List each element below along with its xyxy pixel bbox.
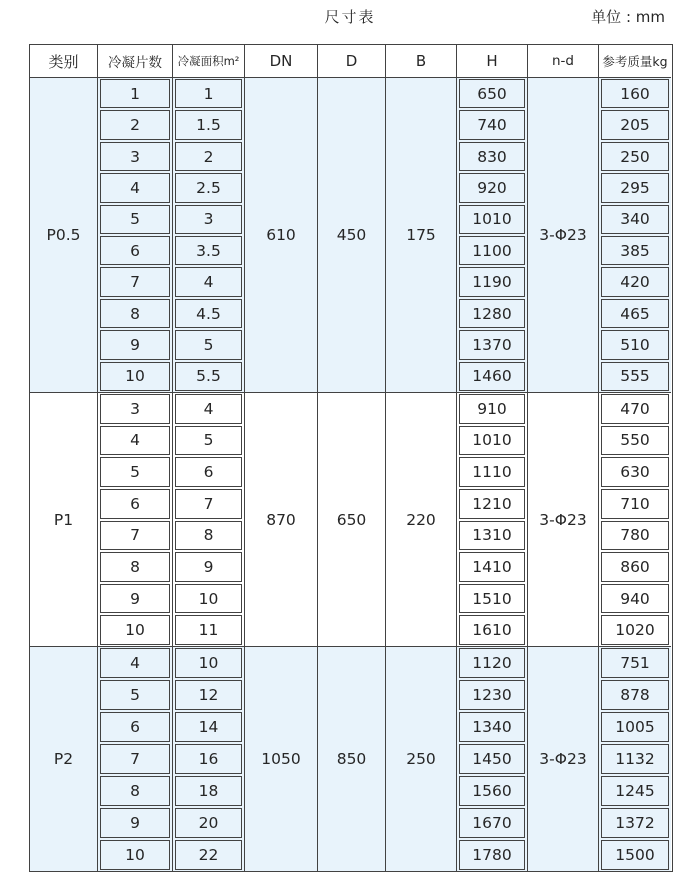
pieces-cell: 9 <box>100 808 170 838</box>
dn-group-P2: 1050 <box>245 647 317 871</box>
pieces-cell: 5 <box>100 680 170 710</box>
area-cell: 5 <box>175 330 242 359</box>
area-cell: 18 <box>175 776 242 806</box>
mass-cell: 550 <box>601 426 669 456</box>
area-cell: 3 <box>175 205 242 234</box>
b-group-P1: 220 <box>386 393 456 647</box>
category-group-P1: P1 <box>30 393 97 647</box>
area-cell: 1.5 <box>175 110 242 139</box>
pieces-cell: 3 <box>100 394 170 424</box>
pieces-cell: 6 <box>100 236 170 265</box>
h-cell: 920 <box>459 173 525 202</box>
h-cell: 1280 <box>459 299 525 328</box>
h-cell: 1210 <box>459 489 525 519</box>
mass-cell: 860 <box>601 552 669 582</box>
mass-cell: 1245 <box>601 776 669 806</box>
column-area <box>173 45 245 871</box>
area-cell: 5.5 <box>175 362 242 391</box>
pieces-cell: 10 <box>100 362 170 391</box>
pieces-group-P1 <box>98 393 172 647</box>
area-group-P2 <box>173 647 244 871</box>
mass-cell: 1020 <box>601 615 669 645</box>
pieces-cell: 9 <box>100 584 170 614</box>
header-h: H <box>457 45 527 78</box>
b-group-P0.5: 175 <box>386 78 456 393</box>
h-cell: 910 <box>459 394 525 424</box>
area-cell: 1 <box>175 79 242 108</box>
pieces-cell: 6 <box>100 712 170 742</box>
d-group-P1: 650 <box>318 393 385 647</box>
pieces-cell: 9 <box>100 330 170 359</box>
h-cell: 1190 <box>459 267 525 296</box>
area-cell: 3.5 <box>175 236 242 265</box>
h-group-P1 <box>457 393 527 647</box>
mass-cell: 1132 <box>601 744 669 774</box>
area-cell: 10 <box>175 584 242 614</box>
area-cell: 5 <box>175 426 242 456</box>
pieces-cell: 5 <box>100 457 170 487</box>
mass-group-P1 <box>599 393 671 647</box>
mass-cell: 385 <box>601 236 669 265</box>
area-cell: 22 <box>175 840 242 870</box>
d-group-P0.5: 450 <box>318 78 385 393</box>
header-area: 冷凝面积m² <box>173 45 244 78</box>
pieces-cell: 2 <box>100 110 170 139</box>
column-dn <box>245 45 318 871</box>
header-d: D <box>318 45 385 78</box>
h-cell: 1110 <box>459 457 525 487</box>
pieces-cell: 4 <box>100 426 170 456</box>
d-group-P2: 850 <box>318 647 385 871</box>
h-cell: 1120 <box>459 648 525 678</box>
column-mass <box>599 45 671 871</box>
pieces-cell: 5 <box>100 205 170 234</box>
header-pieces: 冷凝片数 <box>98 45 172 78</box>
column-category <box>30 45 98 871</box>
header-b: B <box>386 45 456 78</box>
pieces-cell: 7 <box>100 521 170 551</box>
pieces-group-P0.5 <box>98 78 172 393</box>
pieces-cell: 10 <box>100 840 170 870</box>
area-cell: 2.5 <box>175 173 242 202</box>
area-cell: 4.5 <box>175 299 242 328</box>
header-nd: n-d <box>528 45 598 78</box>
nd-group-P2: 3-Φ23 <box>528 647 598 871</box>
h-cell: 1780 <box>459 840 525 870</box>
area-cell: 7 <box>175 489 242 519</box>
area-cell: 11 <box>175 615 242 645</box>
mass-cell: 205 <box>601 110 669 139</box>
mass-cell: 710 <box>601 489 669 519</box>
header-mass: 参考质量kg <box>599 45 671 78</box>
category-group-P2: P2 <box>30 647 97 871</box>
pieces-cell: 7 <box>100 744 170 774</box>
h-cell: 1510 <box>459 584 525 614</box>
area-group-P0.5 <box>173 78 244 393</box>
h-cell: 1670 <box>459 808 525 838</box>
h-cell: 1340 <box>459 712 525 742</box>
pieces-cell: 4 <box>100 648 170 678</box>
dimension-table <box>29 44 673 872</box>
area-cell: 16 <box>175 744 242 774</box>
pieces-cell: 8 <box>100 299 170 328</box>
mass-cell: 630 <box>601 457 669 487</box>
mass-cell: 510 <box>601 330 669 359</box>
column-h <box>457 45 528 871</box>
area-cell: 20 <box>175 808 242 838</box>
pieces-cell: 1 <box>100 79 170 108</box>
area-cell: 12 <box>175 680 242 710</box>
mass-cell: 160 <box>601 79 669 108</box>
h-cell: 1310 <box>459 521 525 551</box>
header-category: 类别 <box>30 45 97 78</box>
mass-cell: 878 <box>601 680 669 710</box>
h-cell: 740 <box>459 110 525 139</box>
area-cell: 8 <box>175 521 242 551</box>
page-title: 尺寸表 <box>324 8 376 26</box>
mass-cell: 420 <box>601 267 669 296</box>
mass-group-P2 <box>599 647 671 871</box>
column-d <box>318 45 386 871</box>
mass-cell: 555 <box>601 362 669 391</box>
area-cell: 10 <box>175 648 242 678</box>
h-cell: 1460 <box>459 362 525 391</box>
header-dn: DN <box>245 45 317 78</box>
dn-group-P1: 870 <box>245 393 317 647</box>
area-cell: 4 <box>175 267 242 296</box>
mass-cell: 340 <box>601 205 669 234</box>
mass-cell: 780 <box>601 521 669 551</box>
area-cell: 6 <box>175 457 242 487</box>
area-cell: 4 <box>175 394 242 424</box>
h-group-P0.5 <box>457 78 527 393</box>
pieces-cell: 3 <box>100 142 170 171</box>
column-pieces <box>98 45 173 871</box>
pieces-cell: 7 <box>100 267 170 296</box>
area-group-P1 <box>173 393 244 647</box>
h-cell: 1230 <box>459 680 525 710</box>
pieces-cell: 8 <box>100 552 170 582</box>
mass-cell: 250 <box>601 142 669 171</box>
nd-group-P1: 3-Φ23 <box>528 393 598 647</box>
h-cell: 650 <box>459 79 525 108</box>
category-group-P0.5: P0.5 <box>30 78 97 393</box>
h-cell: 1370 <box>459 330 525 359</box>
mass-group-P0.5 <box>599 78 671 393</box>
h-group-P2 <box>457 647 527 871</box>
pieces-cell: 6 <box>100 489 170 519</box>
h-cell: 1010 <box>459 205 525 234</box>
h-cell: 1010 <box>459 426 525 456</box>
h-cell: 830 <box>459 142 525 171</box>
mass-cell: 751 <box>601 648 669 678</box>
area-cell: 14 <box>175 712 242 742</box>
h-cell: 1610 <box>459 615 525 645</box>
title-bar <box>29 6 671 30</box>
column-nd <box>528 45 599 871</box>
b-group-P2: 250 <box>386 647 456 871</box>
h-cell: 1560 <box>459 776 525 806</box>
h-cell: 1450 <box>459 744 525 774</box>
pieces-cell: 8 <box>100 776 170 806</box>
pieces-group-P2 <box>98 647 172 871</box>
area-cell: 2 <box>175 142 242 171</box>
dn-group-P0.5: 610 <box>245 78 317 393</box>
mass-cell: 465 <box>601 299 669 328</box>
column-b <box>386 45 457 871</box>
mass-cell: 1372 <box>601 808 669 838</box>
area-cell: 9 <box>175 552 242 582</box>
h-cell: 1410 <box>459 552 525 582</box>
mass-cell: 1500 <box>601 840 669 870</box>
unit-label: 单位 : mm <box>591 8 665 26</box>
pieces-cell: 4 <box>100 173 170 202</box>
mass-cell: 940 <box>601 584 669 614</box>
mass-cell: 470 <box>601 394 669 424</box>
pieces-cell: 10 <box>100 615 170 645</box>
mass-cell: 295 <box>601 173 669 202</box>
nd-group-P0.5: 3-Φ23 <box>528 78 598 393</box>
mass-cell: 1005 <box>601 712 669 742</box>
h-cell: 1100 <box>459 236 525 265</box>
